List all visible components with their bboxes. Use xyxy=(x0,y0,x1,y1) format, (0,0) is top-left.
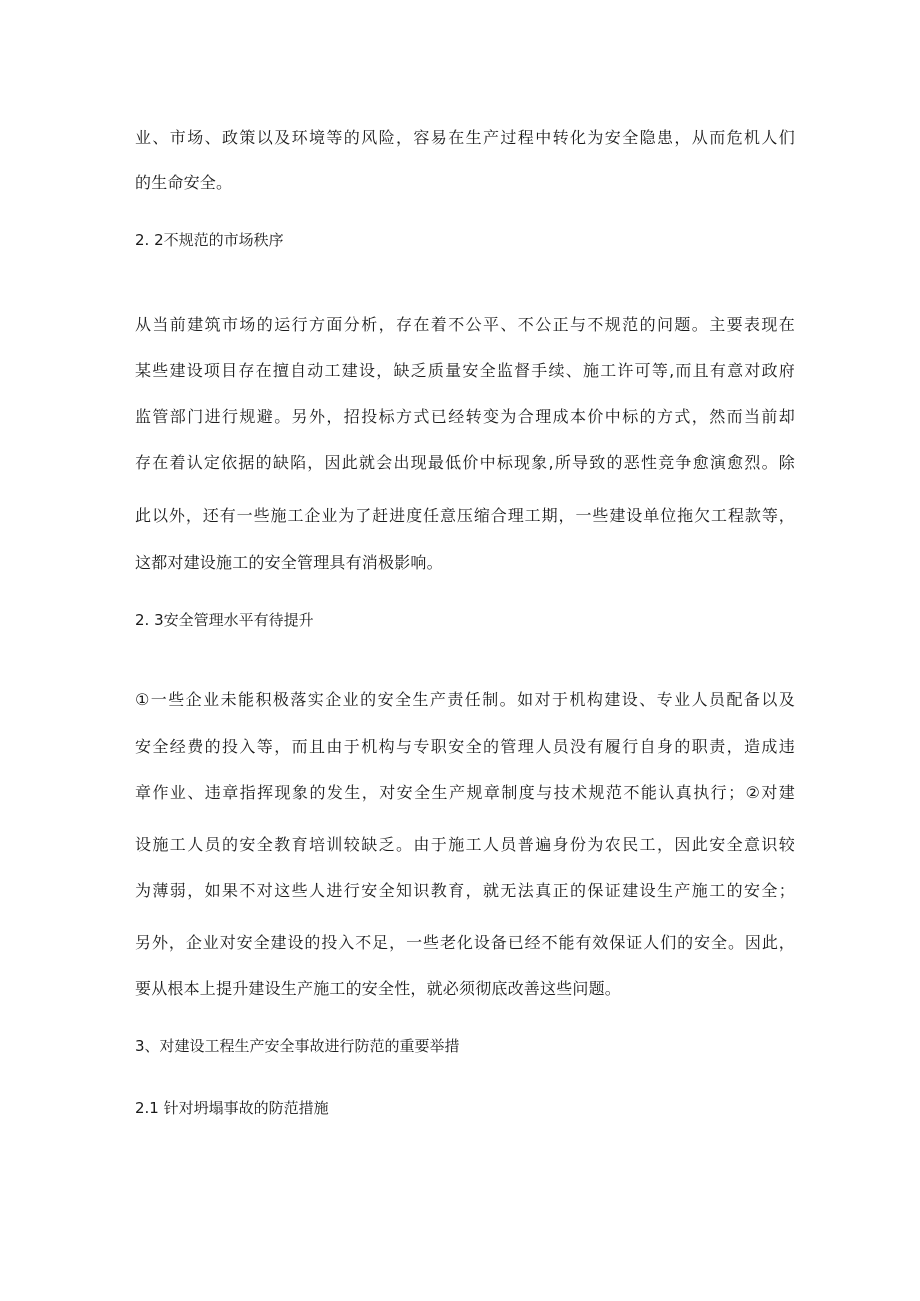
paragraph-line: 要从根本上提升建设生产施工的安全性，就必须彻底改善这些问题。 xyxy=(135,979,622,998)
paragraph-line: 设施工人员的安全教育培训较缺乏。由于施工人员普遍身份为农民工，因此安全意识较 xyxy=(135,835,795,854)
paragraph-line: 业、市场、政策以及环境等的风险，容易在生产过程中转化为安全隐患，从而危机人们 xyxy=(135,128,795,147)
paragraph-line: 存在着认定依据的缺陷，因此就会出现最低价中标现象,所导致的恶性竞争愈演愈烈。除 xyxy=(135,453,795,472)
paragraph-line: 这都对建设施工的安全管理具有消极影响。 xyxy=(135,553,443,572)
paragraph-line: 的生命安全。 xyxy=(135,173,233,192)
paragraph-line: 某些建设项目存在擅自动工建设，缺乏质量安全监督手续、施工许可等,而且有意对政府 xyxy=(135,361,795,380)
paragraph-line: 安全经费的投入等，而且由于机构与专职安全的管理人员没有履行自身的职责，造成违 xyxy=(135,737,795,756)
paragraph-line: 章作业、违章指挥现象的发生，对安全生产规章制度与技术规范不能认真执行；②对建 xyxy=(135,783,795,802)
section-heading: 3、对建设工程生产安全事故进行防范的重要举措 xyxy=(135,1037,460,1055)
section-heading: 2. 3安全管理水平有待提升 xyxy=(135,611,314,629)
paragraph-line: 从当前建筑市场的运行方面分析，存在着不公平、不公正与不规范的问题。主要表现在 xyxy=(135,315,795,334)
paragraph-line: ①一些企业未能积极落实企业的安全生产责任制。如对于机构建设、专业人员配备以及 xyxy=(135,690,795,709)
section-heading: 2. 2不规范的市场秩序 xyxy=(135,231,284,249)
paragraph-line: 为薄弱，如果不对这些人进行安全知识教育，就无法真正的保证建设生产施工的安全； xyxy=(135,881,795,900)
paragraph-line: 监管部门进行规避。另外，招投标方式已经转变为合理成本价中标的方式，然而当前却 xyxy=(135,407,795,426)
paragraph-line: 此以外，还有一些施工企业为了赶进度任意压缩合理工期，一些建设单位拖欠工程款等， xyxy=(135,506,795,525)
section-heading: 2.1 针对坍塌事故的防范措施 xyxy=(135,1099,329,1117)
paragraph-line: 另外，企业对安全建设的投入不足，一些老化设备已经不能有效保证人们的安全。因此， xyxy=(135,933,795,952)
